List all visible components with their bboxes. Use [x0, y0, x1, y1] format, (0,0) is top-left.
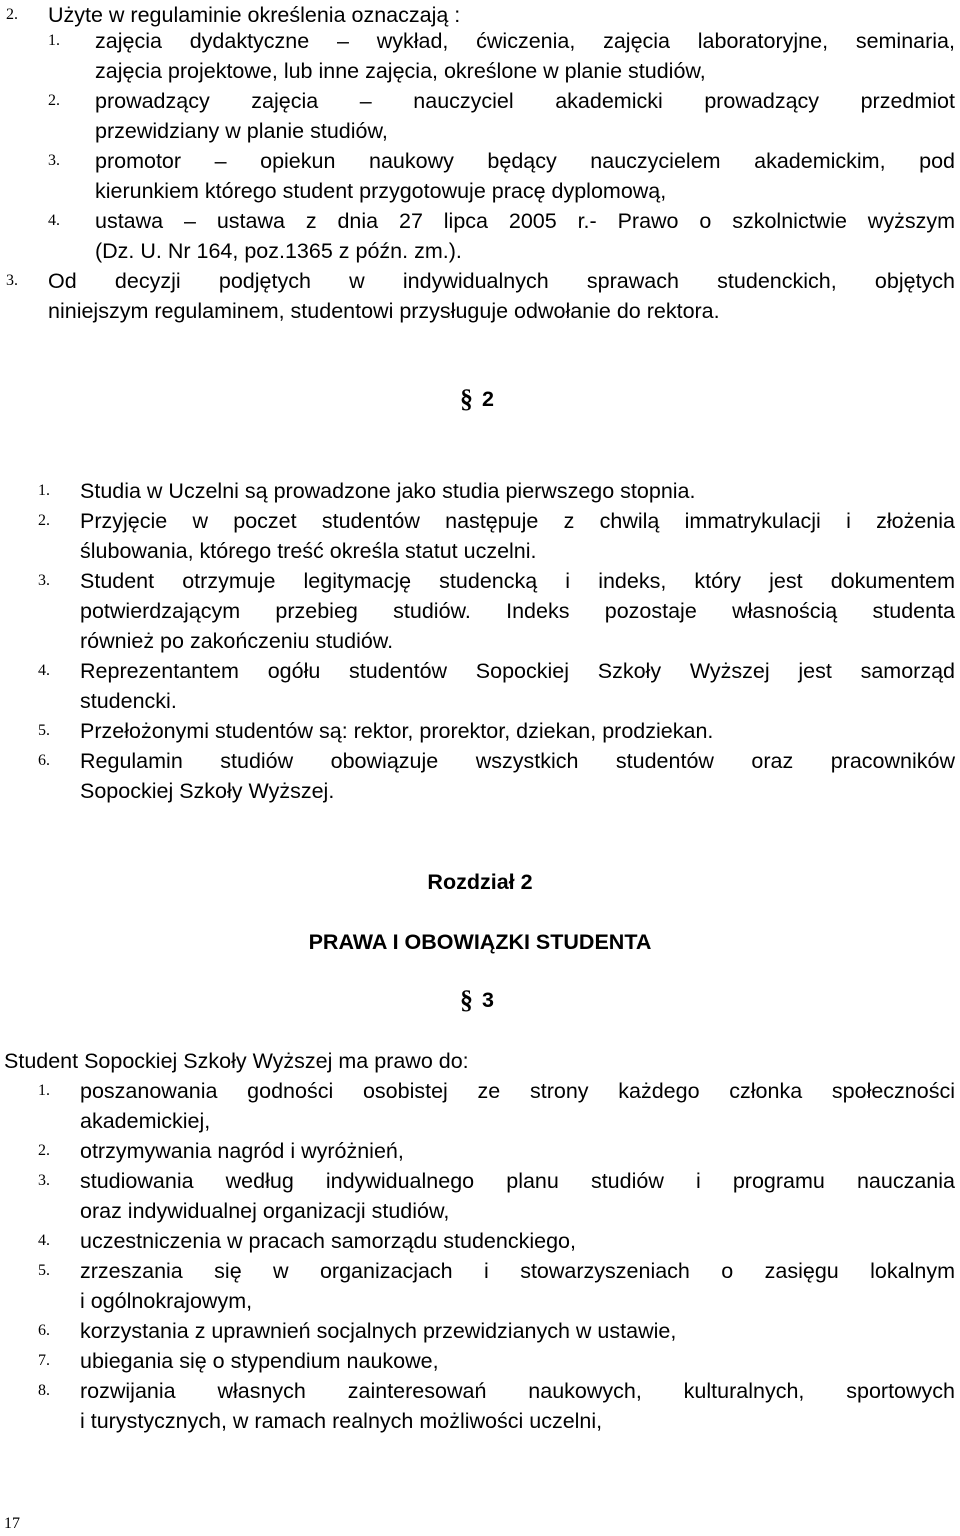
item-line: zrzeszania się w organizacjach i stowarzyszeniach o zasięgu lokalnym	[80, 1259, 955, 1283]
item-line: Reprezentantem ogółu studentów Sopockiej Szkoły Wyższej jest samorząd	[80, 659, 955, 683]
item-number: 5.	[38, 1262, 50, 1279]
definition-line: zajęcia dydaktyczne – wykład, ćwiczenia, zajęcia laboratoryjne, seminaria,	[95, 29, 955, 53]
section-symbol: §	[460, 985, 473, 1014]
definition-number: 2.	[48, 92, 60, 109]
item-line: rozwijania własnych zainteresowań naukowych, kulturalnych, sportowych	[80, 1379, 955, 1403]
definition-line: kierunkiem którego student przygotowuje pracę dyplomową,	[95, 179, 667, 203]
item-number: 8.	[38, 1382, 50, 1399]
item-line: Sopockiej Szkoły Wyższej.	[80, 779, 335, 803]
item-line: i turystycznych, w ramach realnych możliwości uczelni,	[80, 1409, 603, 1433]
item-number: 2.	[38, 1142, 50, 1159]
item-number: 6.	[38, 1322, 50, 1339]
item-line: poszanowania godności osobistej ze strony każdego członka społeczności	[80, 1079, 955, 1103]
item-line: Student otrzymuje legitymację studencką i indeks, który jest dokumentem	[80, 569, 955, 593]
chapter-title: Rozdział 2	[427, 870, 533, 894]
item-line: potwierdzającym przebieg studiów. Indeks pozostaje własnością studenta	[80, 599, 955, 623]
definition-line: (Dz. U. Nr 164, poz.1365 z późn. zm.).	[95, 239, 462, 263]
section-heading-number: 3	[482, 988, 494, 1012]
item-line: Przełożonymi studentów są: rektor, prorektor, dziekan, prodziekan.	[80, 719, 714, 743]
item-line: i ogólnokrajowym,	[80, 1289, 253, 1313]
item-line: również po zakończeniu studiów.	[80, 629, 394, 653]
chapter-subtitle: PRAWA I OBOWIĄZKI STUDENTA	[308, 930, 652, 954]
definition-number: 3.	[48, 152, 60, 169]
item-number: 3.	[38, 572, 50, 589]
item-number: 1.	[38, 1082, 50, 1099]
item-line: studencki.	[80, 689, 177, 713]
item-line: ubiegania się o stypendium naukowe,	[80, 1349, 439, 1373]
item-line: Przyjęcie w poczet studentów następuje z chwilą immatrykulacji i złożenia	[80, 509, 955, 533]
item-line: otrzymywania nagród i wyróżnień,	[80, 1139, 404, 1163]
item-number: 1.	[38, 482, 50, 499]
definition-number: 1.	[48, 32, 60, 49]
item-number: 4.	[38, 662, 50, 679]
definition-line: promotor – opiekun naukowy będący nauczycielem akademickim, pod	[95, 149, 955, 173]
section-heading-number: 2	[482, 387, 494, 411]
item-number: 4.	[38, 1232, 50, 1249]
definition-number: 4.	[48, 212, 60, 229]
item-line: uczestniczenia w pracach samorządu studenckiego,	[80, 1229, 576, 1253]
section-symbol: §	[460, 384, 473, 413]
definition-line: przewidziany w planie studiów,	[95, 119, 388, 143]
definitions-intro: Użyte w regulaminie określenia oznaczają :	[48, 3, 461, 27]
item-number: 5.	[38, 722, 50, 739]
rights-intro: Student Sopockiej Szkoły Wyższej ma prawo do:	[4, 1049, 469, 1073]
item-number: 3.	[6, 272, 18, 289]
item-line: ślubowania, którego treść określa statut uczelni.	[80, 539, 537, 563]
item-number: 7.	[38, 1352, 50, 1369]
item-number: 2.	[38, 512, 50, 529]
page-number: 17	[4, 1515, 20, 1532]
item-line: studiowania według indywidualnego planu studiów i programu nauczania	[80, 1169, 955, 1193]
definition-line: prowadzący zajęcia – nauczyciel akademicki prowadzący przedmiot	[95, 89, 955, 113]
paragraph-line: niniejszym regulaminem, studentowi przysługuje odwołanie do rektora.	[48, 299, 720, 323]
definition-line: ustawa – ustawa z dnia 27 lipca 2005 r.- Prawo o szkolnictwie wyższym	[95, 209, 955, 233]
item-line: oraz indywidualnej organizacji studiów,	[80, 1199, 450, 1223]
item-number: 6.	[38, 752, 50, 769]
definition-line: zajęcia projektowe, lub inne zajęcia, określone w planie studiów,	[95, 59, 706, 83]
item-number: 3.	[38, 1172, 50, 1189]
item-line: akademickiej,	[80, 1109, 211, 1133]
paragraph-line: Od decyzji podjętych w indywidualnych sprawach studenckich, objętych	[48, 269, 955, 293]
item-number: 2.	[6, 6, 18, 23]
item-line: Studia w Uczelni są prowadzone jako studia pierwszego stopnia.	[80, 479, 696, 503]
item-line: korzystania z uprawnień socjalnych przewidzianych w ustawie,	[80, 1319, 677, 1343]
item-line: Regulamin studiów obowiązuje wszystkich studentów oraz pracowników	[80, 749, 955, 773]
